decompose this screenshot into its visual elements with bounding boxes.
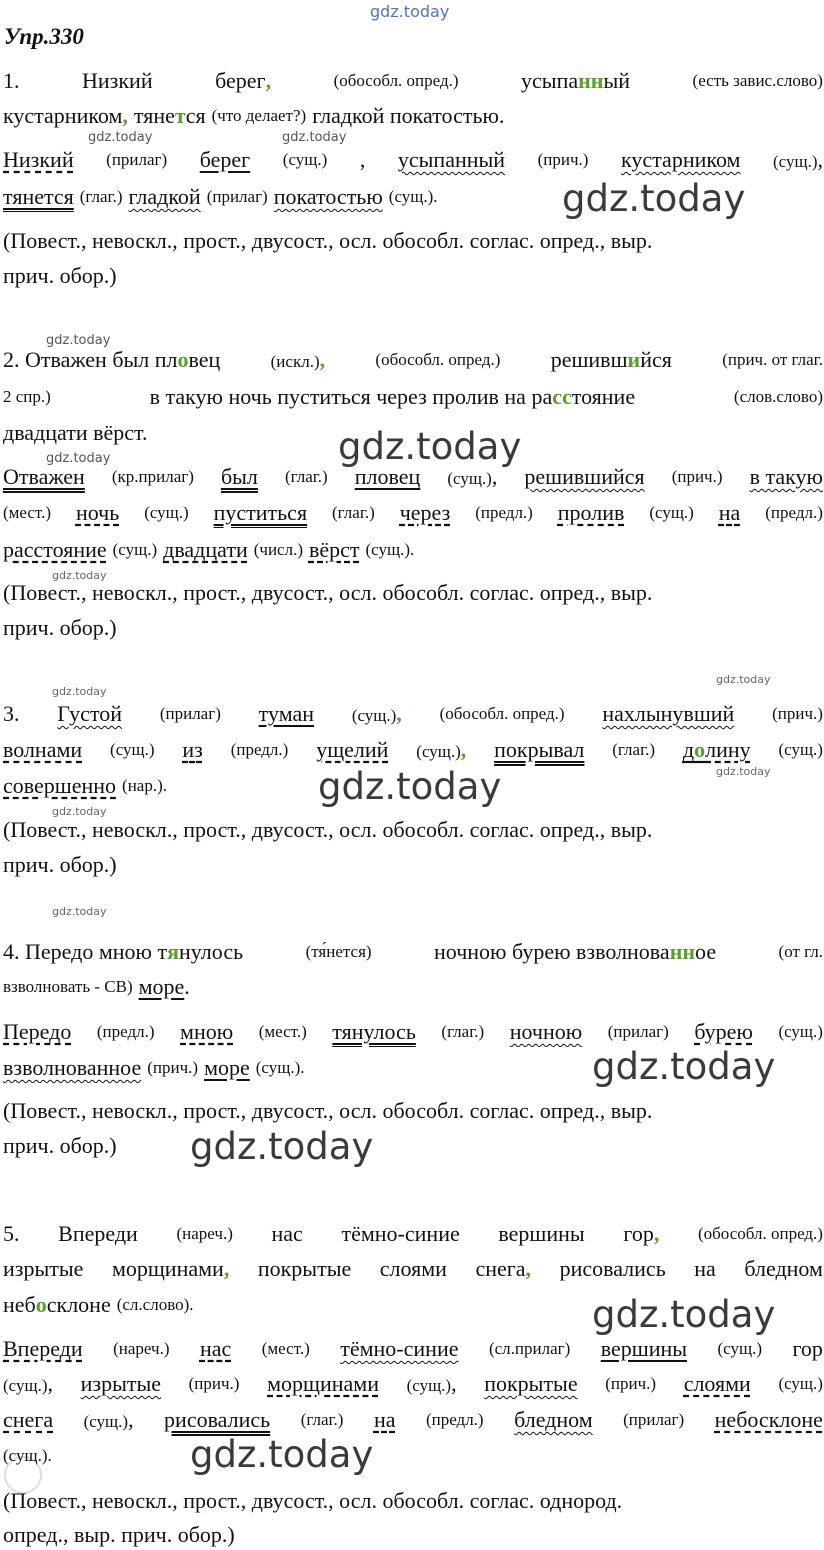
text-fragment: , [359,147,366,172]
watermark-large: gdz.today [562,177,746,220]
grammar-note: (глаг.) [79,187,123,206]
grammar-note: (прич. от глаг. [722,350,823,369]
text-fragment: Отважен [3,464,85,489]
grammar-note: (сущ.) [778,740,823,759]
watermark: gdz.today [52,905,107,918]
text-fragment: прич. обор.) [3,263,117,288]
s4-parse-1 [3,1017,823,1047]
text-fragment [434,937,716,967]
text-fragment: , [653,1221,660,1246]
text-fragment: усыпа [521,68,579,93]
text-fragment: в такую ночь пуститься через пролив на ра [149,384,553,409]
grammar-note: (тя́нется) [305,942,372,961]
grammar-note: (прич.) [671,467,723,486]
s5-analysis-1 [3,1486,823,1516]
s5-line-1 [3,1219,823,1249]
grammar-note: (сущ.). [365,540,415,559]
text-fragment: гор [623,1221,654,1246]
text-fragment: Низкий [3,147,74,172]
text-fragment: был [220,464,258,489]
grammar-note: (нар.). [122,776,168,795]
s1-parse-1 [3,145,823,177]
text-fragment: бледном [744,1256,823,1281]
s1-line-2 [3,101,823,131]
text-fragment: Передо [3,1019,72,1044]
text-fragment [3,101,128,131]
text-fragment: гладкой покатостью. [312,103,505,128]
text-fragment: в такую [749,464,823,489]
watermark: gdz.today [46,451,111,466]
s1-analysis-2 [3,261,823,291]
text-fragment: рисовались [559,1256,666,1281]
text-fragment: ночь [75,500,120,525]
grammar-note: (слов.слово) [733,387,823,406]
text-fragment: и [627,347,641,372]
text-fragment: море [204,1055,250,1080]
text-fragment: морщинами [111,1256,224,1281]
text-fragment [683,735,751,767]
text-fragment: вёрст [308,537,360,562]
text-fragment: (Повест., невоскл., прост., двусост., осл. обособл. соглас. опред., выр. [3,817,653,842]
text-fragment: нахлынувший [602,701,735,726]
text-fragment: двадцати вёрст. [3,420,148,445]
grammar-note: (сл.слово). [116,1295,194,1314]
s2-parse-3 [3,535,823,565]
s5-analysis-2 [3,1520,823,1550]
text-fragment: ся [185,103,206,128]
watermark-large: gdz.today [592,1045,776,1088]
s1-line-1 [3,66,823,96]
text-fragment: нн [669,939,696,964]
text-fragment: склоне [46,1292,111,1317]
text-fragment: вершины [498,1221,585,1246]
text-fragment: ый [603,68,631,93]
grammar-note: (сущ.) [144,503,189,522]
watermark-large: gdz.today [190,1433,374,1476]
grammar-note: (сущ.) [351,706,397,725]
text-fragment [134,101,206,131]
text-fragment: на [694,1256,716,1281]
s2-line-3 [3,418,823,448]
s5-parse-1 [3,1334,823,1364]
text-fragment: изрытые [80,1371,162,1396]
grammar-note: (есть завис.слово) [692,71,823,90]
text-fragment: слоями [683,1371,751,1396]
s3-line-3 [3,771,823,801]
grammar-note: (сущ.) [649,503,694,522]
text-fragment: берег [215,68,266,93]
text-fragment: снега [475,1256,526,1281]
grammar-note: (прилаг) [607,1022,669,1041]
grammar-note: (глаг.) [612,740,656,759]
text-fragment: пуститься [213,500,308,525]
text-fragment: (Повест., невоскл., прост., двусост., осл. обособл. соглас. опред., выр. [3,228,653,253]
text-fragment: я [167,939,179,964]
text-fragment: тёмно-синие [340,1336,459,1361]
text-fragment: на [718,500,741,525]
text-fragment [475,1254,531,1284]
grammar-note: (глаг.) [300,1410,344,1429]
s3-analysis-1 [3,815,823,845]
grammar-note: взволновать - СВ) [3,977,133,996]
text-fragment [3,1290,111,1320]
grammar-note: (сущ.) [282,150,328,169]
grammar-note: (прилаг) [206,187,268,206]
text-fragment: неб [3,1292,36,1317]
s2-parse-2 [3,498,823,528]
text-fragment: двадцати [163,537,248,562]
text-fragment: прич. обор.) [3,852,117,877]
text-fragment: покатостью [273,184,383,209]
s2-analysis-2 [3,613,823,643]
text-fragment: покрытые [484,1371,578,1396]
text-fragment: вершины [600,1336,688,1361]
grammar-note: (сущ.). [255,1058,305,1077]
watermark-large: gdz.today [338,425,522,468]
grammar-note: (предл.) [230,740,289,759]
text-fragment: Густой [57,701,123,726]
s2-parse-1 [3,462,823,494]
s1-parse-2 [3,182,823,212]
text-fragment [3,937,243,967]
s3-line-2 [3,735,823,767]
grammar-note: (прич.) [605,1374,657,1393]
text-fragment: йся [640,347,672,372]
watermark: gdz.today [52,569,107,582]
text-fragment: о [177,347,189,372]
grammar-note: (сущ.) [717,1339,762,1358]
s5-parse-4 [3,1441,823,1471]
text-fragment: о [694,737,706,762]
s1-analysis-1 [3,226,823,256]
text-fragment: слоями [379,1256,447,1281]
watermark-large: gdz.today [318,765,502,808]
grammar-note: (мест.) [258,1022,307,1041]
text-fragment: решивш [550,347,628,372]
text-fragment: , [319,347,326,372]
text-fragment: 3. [3,701,20,726]
text-fragment: о [35,1292,47,1317]
text-fragment: , [47,1371,53,1396]
s4-analysis-1 [3,1096,823,1126]
grammar-note: 2 спр.) [3,387,51,406]
text-fragment [352,699,402,731]
text-fragment: . [184,974,190,999]
text-fragment: бледном [514,1407,593,1432]
s4-parse-2 [3,1053,823,1083]
watermark: gdz.today [282,130,347,145]
text-fragment: (Повест., невоскл., прост., двусост., осл. обособл. соглас. опред., выр. [3,580,653,605]
text-fragment [271,345,325,377]
grammar-note: (нареч.) [176,1224,233,1243]
grammar-note: (глаг.) [332,503,375,522]
text-fragment: вец [188,347,221,372]
grammar-note: (мест.) [261,1339,310,1358]
text-fragment [407,1369,457,1401]
grammar-note: (предл.) [765,503,823,522]
s5-parse-3 [3,1405,823,1437]
grammar-note: (глаг.) [284,467,328,486]
text-fragment [447,462,497,494]
watermark-large: gdz.today [592,1293,776,1336]
grammar-note: (глаг.) [441,1022,485,1041]
text-fragment: , [122,103,128,128]
text-fragment: совершенно [3,773,117,798]
text-fragment: море [138,974,185,999]
grammar-note: (прич.) [537,150,589,169]
text-fragment: расстояние [3,537,107,562]
grammar-note: (предл.) [475,503,533,522]
text-fragment: тянулось [332,1019,416,1044]
text-fragment: из [182,737,203,762]
grammar-note: (сущ.). [3,1446,52,1465]
text-fragment [112,1254,229,1284]
s4-line-2 [3,972,823,1002]
text-fragment: рисовались [164,1407,271,1432]
grammar-note: (сущ.) [778,1022,823,1041]
text-fragment: нас [199,1336,232,1361]
grammar-note: (сущ.) [112,540,158,559]
watermark-top: gdz.today [370,2,450,21]
text-fragment: прич. обор.) [3,1133,117,1158]
s2-analysis-1 [3,578,823,608]
grammar-note: (прилаг) [106,150,168,169]
text-fragment: туман [258,701,315,726]
watermark: gdz.today [716,673,771,686]
text-fragment: лину [705,737,751,762]
text-fragment: покрывал [494,737,585,762]
text-fragment: 5. [3,1221,20,1246]
text-fragment: тёмно-синие [341,1221,460,1246]
text-fragment: волнами [3,737,83,762]
text-fragment: взволнованное [3,1055,142,1080]
text-fragment: кустарником [621,147,741,172]
exercise-title: Упр.330 [4,24,84,49]
text-fragment: ночною бурею взволнова [434,939,670,964]
text-fragment: ущелий [316,737,389,762]
text-fragment: Низкий [82,68,153,93]
watermark-large: gdz.today [190,1125,374,1168]
text-fragment: пловец [354,464,421,489]
grammar-note: (прич.) [772,704,823,723]
grammar-note: (сущ.) [416,742,461,761]
text-fragment [623,1219,659,1249]
s2-line-2 [3,382,823,412]
text-fragment [773,145,823,177]
grammar-note: (сущ.) [778,1374,823,1393]
grammar-note: (нареч.) [113,1339,170,1358]
text-fragment: , [451,1371,457,1396]
grammar-note: (предл.) [425,1410,484,1429]
text-fragment [139,972,190,1002]
watermark: gdz.today [52,805,107,818]
text-fragment [3,1369,53,1401]
grammar-note: (мест.) [3,503,51,522]
text-fragment: тяне [133,103,175,128]
grammar-note: (обособл. опред.) [697,1224,823,1243]
text-fragment: прич. обор.) [3,615,117,640]
text-fragment: пролив [557,500,625,525]
text-fragment: 4. Передо мною т [3,939,168,964]
grammar-note: (сущ.) [110,740,155,759]
text-fragment: тянется [3,184,74,209]
grammar-note: (сущ.). [388,187,438,206]
text-fragment: 1. [3,68,20,93]
text-fragment: Впереди [3,1336,83,1361]
s5-line-2 [3,1254,823,1284]
grammar-note: (сущ.) [83,1412,129,1431]
s4-line-1 [3,937,823,967]
text-fragment: (Повест., невоскл., прост., двусост., осл. обособл. соглас. однород. [3,1488,623,1513]
text-fragment: снега [3,1407,54,1432]
grammar-note: (прич.) [147,1058,199,1077]
s5-parse-2 [3,1369,823,1401]
text-fragment [521,66,630,96]
text-fragment: решившийся [524,464,645,489]
text-fragment: нн [578,68,604,93]
s4-analysis-2 [3,1131,823,1161]
s2-line-1 [3,345,823,377]
grammar-note: (обособл. опред.) [439,704,565,723]
text-fragment: Впереди [58,1221,138,1246]
text-fragment: д [682,737,695,762]
text-fragment: , [817,147,823,172]
text-fragment: на [373,1407,396,1432]
text-fragment [416,735,466,767]
text-fragment: сс [552,384,572,409]
text-fragment [215,66,271,96]
text-fragment [3,345,220,377]
text-fragment: морщинами [267,1371,379,1396]
grammar-note: (от гл. [778,942,823,961]
grammar-note: (сущ.) [406,1376,452,1395]
text-fragment: , [223,1256,230,1281]
text-fragment: мною [180,1019,234,1044]
text-fragment: , [265,68,272,93]
grammar-note: (числ.) [253,540,303,559]
grammar-note: (прилаг) [159,704,221,723]
text-fragment: гор [792,1336,823,1361]
watermark: gdz.today [716,765,771,778]
text-fragment [150,382,635,412]
text-fragment: т [174,103,186,128]
grammar-note: (обособл. опред.) [375,350,501,369]
text-fragment: , [128,1407,134,1432]
grammar-note: (искл.) [270,352,320,371]
s3-line-1 [3,699,823,731]
grammar-note: (обособл. опред.) [333,71,459,90]
text-fragment: нас [271,1221,303,1246]
grammar-note: (сущ.) [3,1376,48,1395]
watermark: gdz.today [88,130,153,145]
text-fragment: ночною [509,1019,583,1044]
text-fragment: тояние [571,384,636,409]
grammar-note: (прилаг) [623,1410,685,1429]
text-fragment: (Повест., невоскл., прост., двусост., осл. обособл. соглас. опред., выр. [3,1098,653,1123]
s3-analysis-2 [3,850,823,880]
text-fragment: 2. Отважен был пл [3,347,178,372]
grammar-note: (предл.) [96,1022,155,1041]
grammar-note: (кр.прилаг) [111,467,194,486]
s5-line-3 [3,1290,823,1320]
text-fragment: изрытые [3,1256,84,1281]
text-fragment: бурею [694,1019,753,1044]
grammar-note: (сущ.) [773,152,818,171]
text-fragment: берег [199,147,251,172]
text-fragment: , [491,464,498,489]
text-fragment: гладкой [128,184,201,209]
grammar-note: (сл.прилаг) [488,1339,571,1358]
text-fragment: , [460,737,467,762]
watermark: gdz.today [52,685,107,698]
text-fragment: опред., выр. прич. обор.) [3,1522,235,1547]
text-fragment [84,1405,134,1437]
text-fragment: усыпанный [397,147,506,172]
text-fragment: нулось [178,939,244,964]
grammar-note: (что делает?) [211,106,307,125]
grammar-note: (сущ.) [447,469,492,488]
text-fragment: покрытые [257,1256,352,1281]
watermark: gdz.today [46,333,111,348]
text-fragment: ое [695,939,717,964]
text-fragment: , [396,701,402,726]
text-fragment: небосклоне [714,1407,823,1432]
text-fragment: , [525,1256,532,1281]
text-fragment: кустарником [3,103,123,128]
text-fragment [551,345,672,377]
grammar-note: (прич.) [188,1374,240,1393]
text-fragment: через [399,500,451,525]
